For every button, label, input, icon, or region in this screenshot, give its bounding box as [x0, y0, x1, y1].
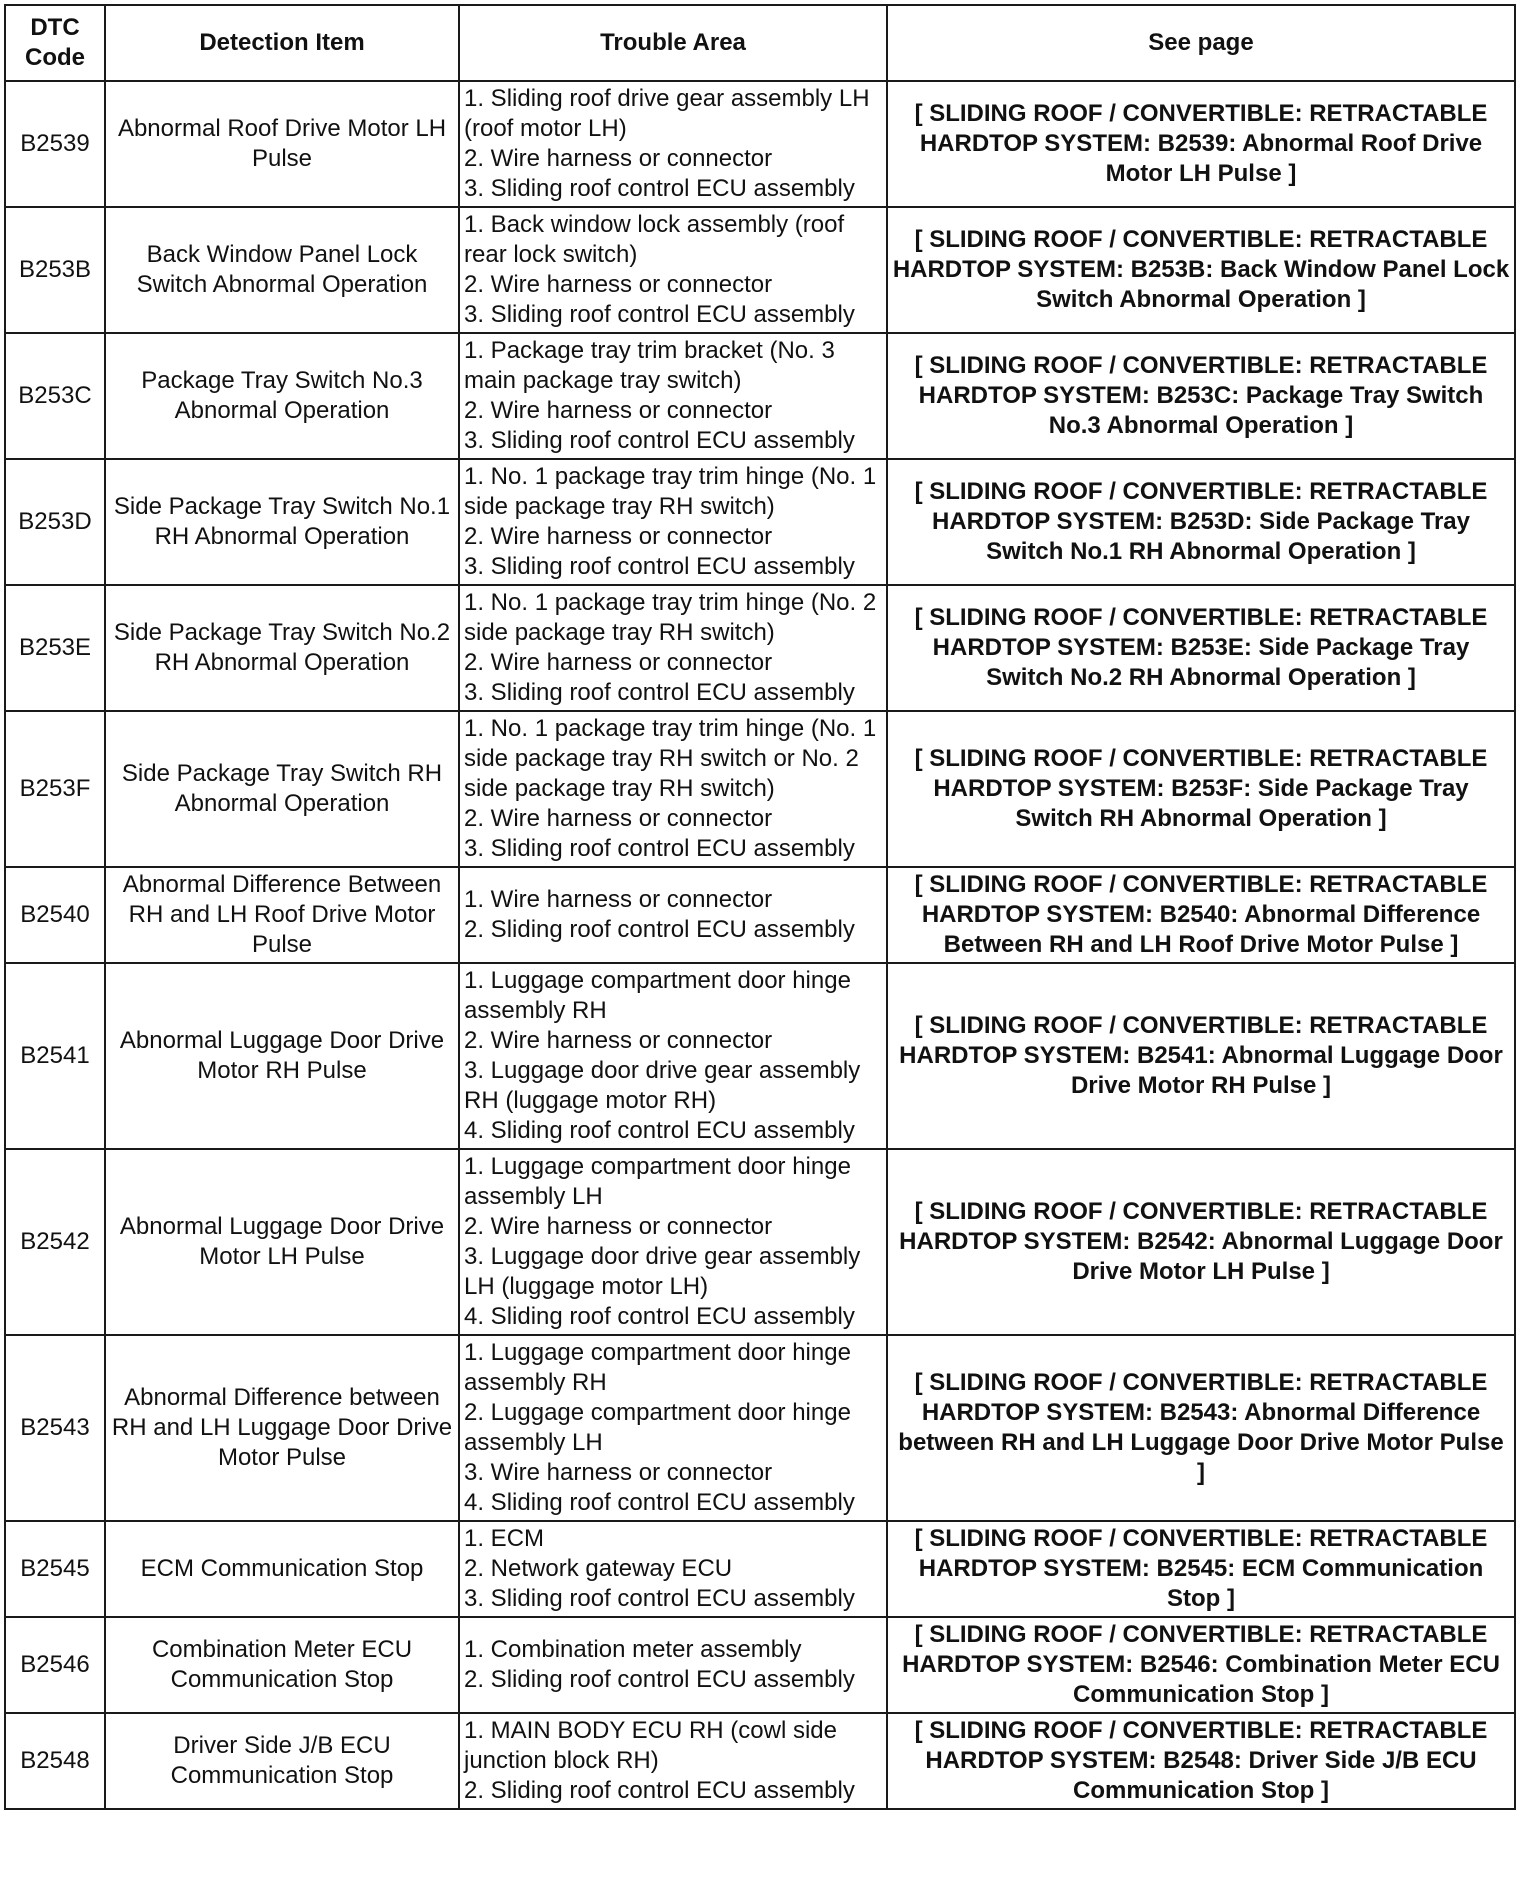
table-row [5, 585, 1515, 711]
detection-item-cell: ECM Communication Stop [105, 1521, 459, 1617]
dtc-code-cell: B2548 [5, 1713, 105, 1809]
table-row [5, 459, 1515, 585]
trouble-area-item: 1. MAIN BODY ECU RH (cowl side junction block RH) [464, 1717, 837, 1774]
trouble-area-item: 1. Luggage compartment door hinge assembly LH [464, 1153, 851, 1210]
detection-item-cell: Abnormal Luggage Door Drive Motor LH Pulse [105, 1149, 459, 1335]
trouble-area-item: 2. Network gateway ECU [464, 1555, 733, 1582]
trouble-area-cell [459, 867, 887, 963]
trouble-area-item: 1. No. 1 package tray trim hinge (No. 2 side package tray RH switch) [464, 589, 877, 646]
trouble-area-item: 2. Sliding roof control ECU assembly [464, 1666, 855, 1693]
dtc-code-cell: B2546 [5, 1617, 105, 1713]
trouble-area-item: 4. Sliding roof control ECU assembly [464, 1117, 855, 1144]
table-row [5, 1713, 1515, 1809]
detection-item-cell: Package Tray Switch No.3 Abnormal Operation [105, 333, 459, 459]
table-row [5, 1149, 1515, 1335]
trouble-area-item: 2. Wire harness or connector [464, 523, 773, 550]
trouble-area-item: 1. No. 1 package tray trim hinge (No. 1 side package tray RH switch) [464, 463, 877, 520]
trouble-area-item: 3. Sliding roof control ECU assembly [464, 301, 855, 328]
dtc-code-cell: B2539 [5, 81, 105, 207]
trouble-area-item: 4. Sliding roof control ECU assembly [464, 1489, 855, 1516]
detection-item-cell: Abnormal Roof Drive Motor LH Pulse [105, 81, 459, 207]
trouble-area-cell [459, 1617, 887, 1713]
detection-item-cell: Abnormal Difference between RH and LH Luggage Door Drive Motor Pulse [105, 1335, 459, 1521]
trouble-area-cell [459, 963, 887, 1149]
trouble-area-cell [459, 1713, 887, 1809]
trouble-area-cell [459, 459, 887, 585]
see-page-link[interactable]: [ SLIDING ROOF / CONVERTIBLE: RETRACTABLE HARDTOP SYSTEM: B2543: Abnormal Difference between RH and LH Luggage Door Drive Motor Pulse ] [887, 1335, 1515, 1521]
trouble-area-cell [459, 81, 887, 207]
detection-item-cell: Abnormal Difference Between RH and LH Roof Drive Motor Pulse [105, 867, 459, 963]
trouble-area-item: 2. Wire harness or connector [464, 271, 773, 298]
trouble-area-item: 2. Sliding roof control ECU assembly [464, 916, 855, 943]
trouble-area-item: 3. Sliding roof control ECU assembly [464, 679, 855, 706]
dtc-table [4, 4, 1516, 1810]
trouble-area-item: 2. Wire harness or connector [464, 397, 773, 424]
trouble-area-item: 1. Package tray trim bracket (No. 3 main package tray switch) [464, 337, 835, 394]
trouble-area-item: 2. Wire harness or connector [464, 649, 773, 676]
trouble-area-cell [459, 333, 887, 459]
detection-item-cell: Side Package Tray Switch No.1 RH Abnormal Operation [105, 459, 459, 585]
table-row [5, 333, 1515, 459]
table-row [5, 1335, 1515, 1521]
trouble-area-item: 1. Luggage compartment door hinge assembly RH [464, 967, 851, 1024]
see-page-link[interactable]: [ SLIDING ROOF / CONVERTIBLE: RETRACTABLE HARDTOP SYSTEM: B253D: Side Package Tray Switch No.1 RH Abnormal Operation ] [887, 459, 1515, 585]
dtc-code-cell: B253D [5, 459, 105, 585]
table-row [5, 963, 1515, 1149]
see-page-link[interactable]: [ SLIDING ROOF / CONVERTIBLE: RETRACTABLE HARDTOP SYSTEM: B2539: Abnormal Roof Drive Motor LH Pulse ] [887, 81, 1515, 207]
see-page-link[interactable]: [ SLIDING ROOF / CONVERTIBLE: RETRACTABLE HARDTOP SYSTEM: B2542: Abnormal Luggage Door Drive Motor LH Pulse ] [887, 1149, 1515, 1335]
table-row [5, 711, 1515, 867]
detection-item-cell: Side Package Tray Switch RH Abnormal Operation [105, 711, 459, 867]
trouble-area-item: 3. Luggage door drive gear assembly RH (luggage motor RH) [464, 1057, 861, 1114]
dtc-code-cell: B2543 [5, 1335, 105, 1521]
header-see-page: See page [887, 5, 1515, 81]
trouble-area-cell [459, 1335, 887, 1521]
detection-item-cell: Driver Side J/B ECU Communication Stop [105, 1713, 459, 1809]
detection-item-cell: Abnormal Luggage Door Drive Motor RH Pulse [105, 963, 459, 1149]
trouble-area-item: 3. Sliding roof control ECU assembly [464, 835, 855, 862]
trouble-area-item: 1. Sliding roof drive gear assembly LH (roof motor LH) [464, 85, 870, 142]
trouble-area-item: 4. Sliding roof control ECU assembly [464, 1303, 855, 1330]
header-trouble-area: Trouble Area [459, 5, 887, 81]
see-page-link[interactable]: [ SLIDING ROOF / CONVERTIBLE: RETRACTABLE HARDTOP SYSTEM: B2545: ECM Communication Stop ] [887, 1521, 1515, 1617]
trouble-area-cell [459, 1149, 887, 1335]
trouble-area-item: 2. Wire harness or connector [464, 1027, 773, 1054]
table-header-row [5, 5, 1515, 81]
trouble-area-cell [459, 1521, 887, 1617]
trouble-area-item: 2. Wire harness or connector [464, 1213, 773, 1240]
dtc-code-cell: B2545 [5, 1521, 105, 1617]
see-page-link[interactable]: [ SLIDING ROOF / CONVERTIBLE: RETRACTABLE HARDTOP SYSTEM: B2546: Combination Meter ECU Communication Stop ] [887, 1617, 1515, 1713]
see-page-link[interactable]: [ SLIDING ROOF / CONVERTIBLE: RETRACTABLE HARDTOP SYSTEM: B253F: Side Package Tray Switch RH Abnormal Operation ] [887, 711, 1515, 867]
trouble-area-item: 3. Sliding roof control ECU assembly [464, 175, 855, 202]
trouble-area-item: 2. Wire harness or connector [464, 145, 773, 172]
table-body [5, 81, 1515, 1809]
table-row [5, 1617, 1515, 1713]
dtc-code-cell: B2542 [5, 1149, 105, 1335]
dtc-code-cell: B253E [5, 585, 105, 711]
table-row [5, 867, 1515, 963]
dtc-code-cell: B253B [5, 207, 105, 333]
trouble-area-item: 2. Luggage compartment door hinge assembly LH [464, 1399, 851, 1456]
dtc-code-cell: B2540 [5, 867, 105, 963]
detection-item-cell: Combination Meter ECU Communication Stop [105, 1617, 459, 1713]
trouble-area-cell [459, 711, 887, 867]
trouble-area-cell [459, 585, 887, 711]
table-row [5, 1521, 1515, 1617]
trouble-area-item: 2. Wire harness or connector [464, 805, 773, 832]
trouble-area-item: 3. Luggage door drive gear assembly LH (luggage motor LH) [464, 1243, 861, 1300]
trouble-area-item: 3. Sliding roof control ECU assembly [464, 1585, 855, 1612]
trouble-area-item: 3. Sliding roof control ECU assembly [464, 427, 855, 454]
see-page-link[interactable]: [ SLIDING ROOF / CONVERTIBLE: RETRACTABLE HARDTOP SYSTEM: B253C: Package Tray Switch No.3 Abnormal Operation ] [887, 333, 1515, 459]
see-page-link[interactable]: [ SLIDING ROOF / CONVERTIBLE: RETRACTABLE HARDTOP SYSTEM: B253B: Back Window Panel Lock Switch Abnormal Operation ] [887, 207, 1515, 333]
trouble-area-cell [459, 207, 887, 333]
detection-item-cell: Back Window Panel Lock Switch Abnormal Operation [105, 207, 459, 333]
trouble-area-item: 1. Combination meter assembly [464, 1636, 802, 1663]
see-page-link[interactable]: [ SLIDING ROOF / CONVERTIBLE: RETRACTABLE HARDTOP SYSTEM: B2540: Abnormal Difference Between RH and LH Roof Drive Motor Pulse ] [887, 867, 1515, 963]
table-row [5, 81, 1515, 207]
see-page-link[interactable]: [ SLIDING ROOF / CONVERTIBLE: RETRACTABLE HARDTOP SYSTEM: B253E: Side Package Tray Switch No.2 RH Abnormal Operation ] [887, 585, 1515, 711]
table-row [5, 207, 1515, 333]
detection-item-cell: Side Package Tray Switch No.2 RH Abnormal Operation [105, 585, 459, 711]
trouble-area-item: 2. Sliding roof control ECU assembly [464, 1777, 855, 1804]
trouble-area-item: 1. Luggage compartment door hinge assembly RH [464, 1339, 851, 1396]
dtc-code-cell: B2541 [5, 963, 105, 1149]
trouble-area-item: 1. Back window lock assembly (roof rear lock switch) [464, 211, 845, 268]
trouble-area-item: 1. No. 1 package tray trim hinge (No. 1 side package tray RH switch or No. 2 side package tray RH switch) [464, 715, 877, 802]
see-page-link[interactable]: [ SLIDING ROOF / CONVERTIBLE: RETRACTABLE HARDTOP SYSTEM: B2541: Abnormal Luggage Door Drive Motor RH Pulse ] [887, 963, 1515, 1149]
trouble-area-item: 3. Wire harness or connector [464, 1459, 773, 1486]
trouble-area-item: 3. Sliding roof control ECU assembly [464, 553, 855, 580]
see-page-link[interactable]: [ SLIDING ROOF / CONVERTIBLE: RETRACTABLE HARDTOP SYSTEM: B2548: Driver Side J/B ECU Communication Stop ] [887, 1713, 1515, 1809]
header-detection-item: Detection Item [105, 5, 459, 81]
dtc-code-cell: B253C [5, 333, 105, 459]
dtc-code-cell: B253F [5, 711, 105, 867]
trouble-area-item: 1. ECM [464, 1525, 545, 1552]
trouble-area-item: 1. Wire harness or connector [464, 886, 773, 913]
header-dtc-code: DTC Code [5, 5, 105, 81]
